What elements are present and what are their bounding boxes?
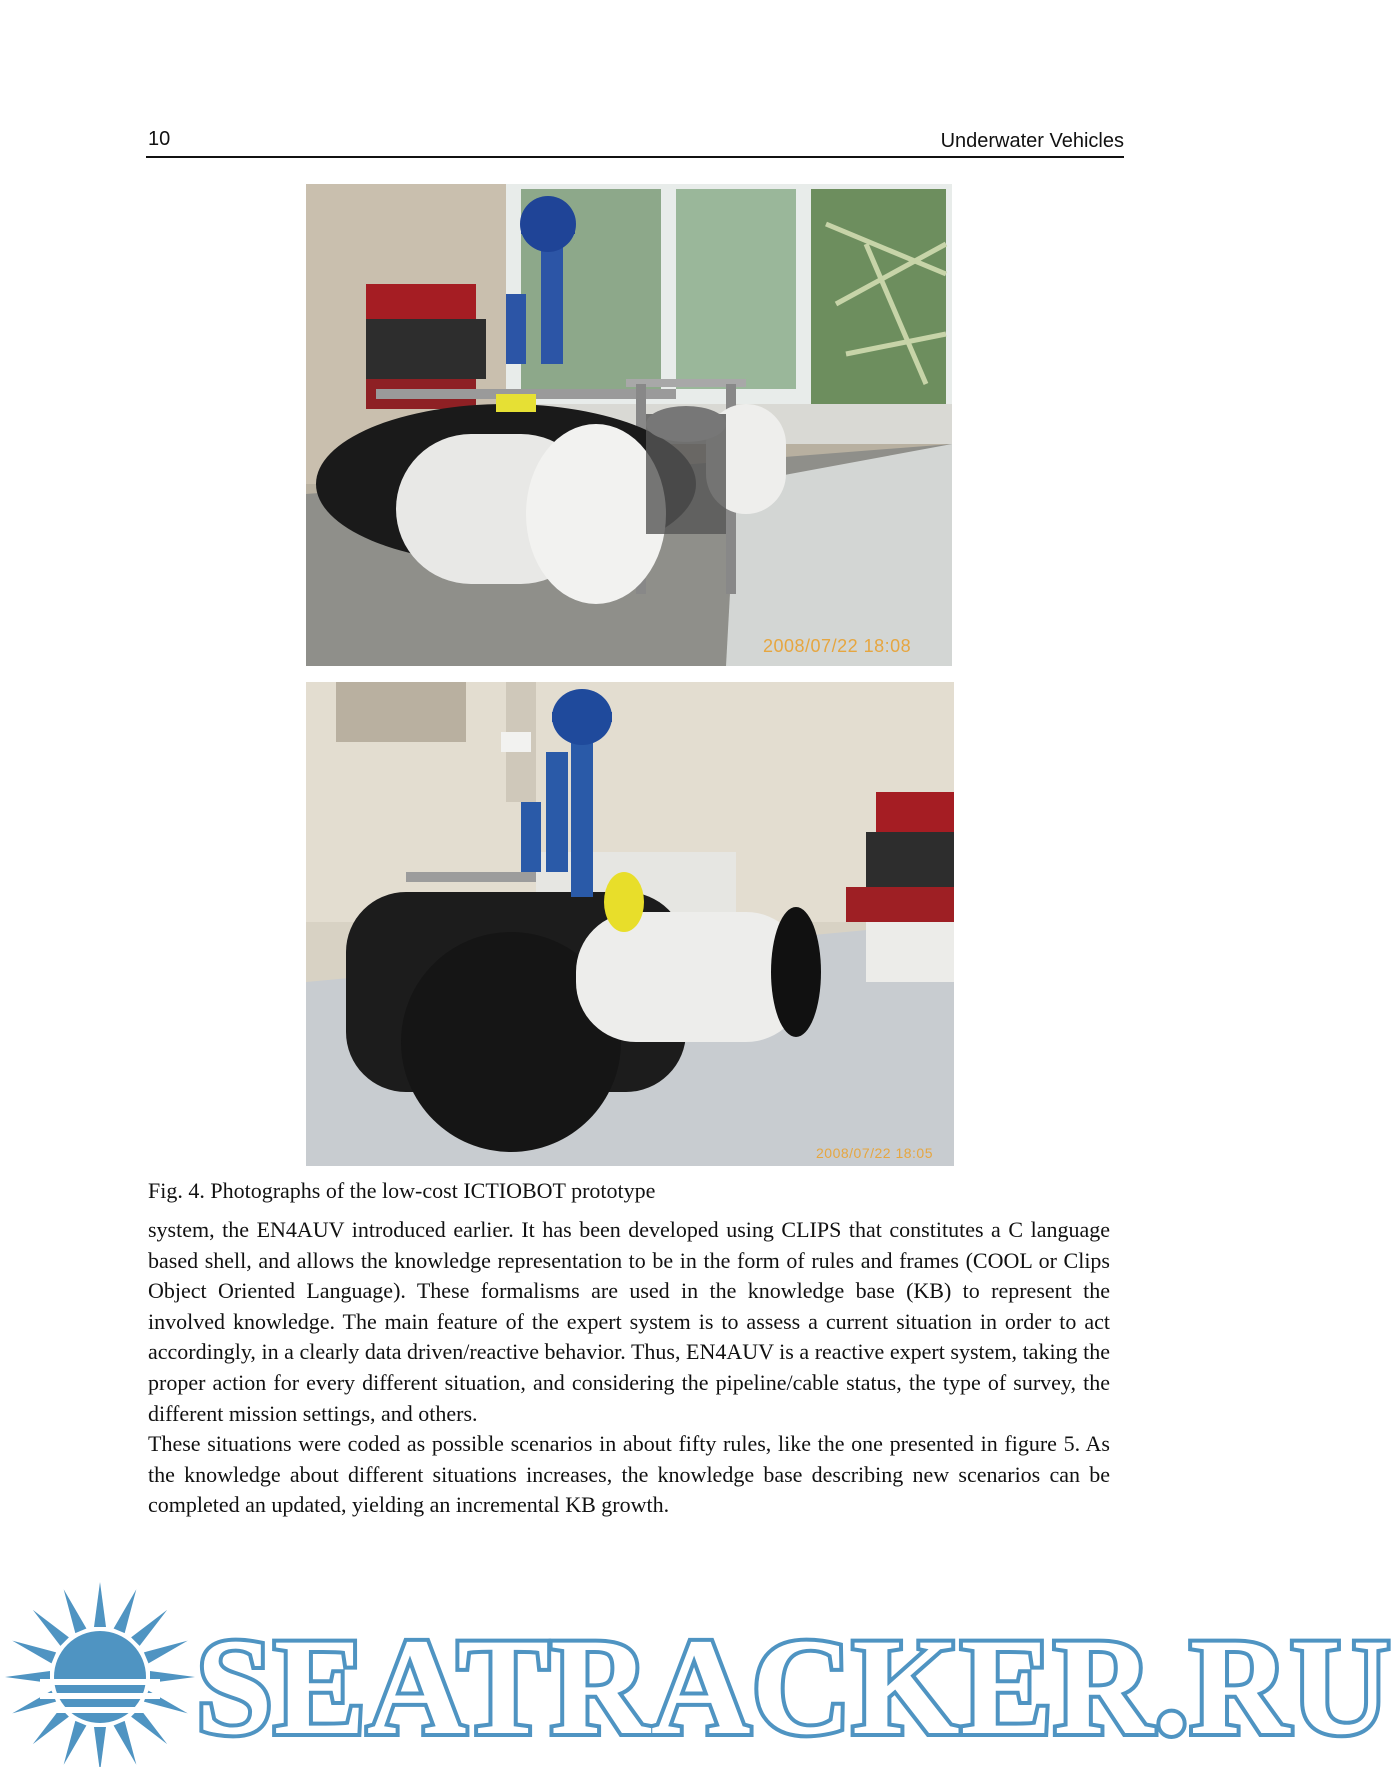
figure-caption: Fig. 4. Photographs of the low-cost ICTIOBOT prototype <box>148 1178 656 1203</box>
photo-timestamp-top: 2008/07/22 18:08 <box>763 636 912 656</box>
figure-photo-top <box>306 184 952 666</box>
figure-photo-bottom <box>306 682 954 1166</box>
photo-timestamp-bottom: 2008/07/22 18:05 <box>816 1145 933 1161</box>
paragraph: system, the EN4AUV introduced earlier. It has been developed using CLIPS that constitutes a C language based shell, and allows the knowledge representation to be in the form of rules and frames (COOL or Clips Object Oriented Language). These formalisms are used in the knowledge base (KB) to represent the involved knowledge. The main feature of the expert system is to assess a current situation in order to act accordingly, in a clearly data driven/reactive behavior. Thus, EN4AUV is a reactive expert system, taking the proper action for every different situation, and considering the pipeline/cable status, the type of survey, the different mission settings, and others. <box>148 1217 1110 1426</box>
running-title: Underwater Vehicles <box>940 130 1124 152</box>
watermark-text: SEATRACKER.RU <box>196 1610 1391 1763</box>
body-text <box>148 1215 1110 1521</box>
paragraph: These situations were coded as possible scenarios in about fifty rules, like the one presented in figure 5. As the knowledge about different situations increases, the knowledge base describing new scenarios can be completed an updated, yielding an incremental KB growth. <box>148 1431 1110 1518</box>
page-header <box>146 126 1124 158</box>
page-number: 10 <box>148 128 171 150</box>
